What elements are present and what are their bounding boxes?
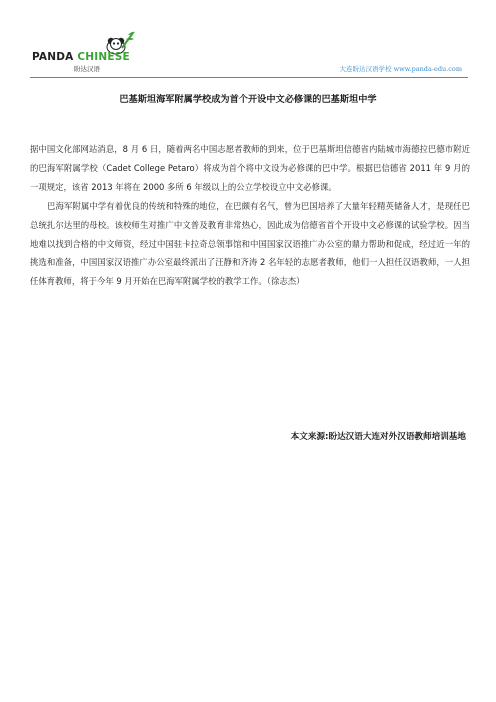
logo-word-panda: PANDA (32, 51, 78, 63)
paragraph-2: 巴海军附属中学有着优良的传统和特殊的地位，在巴颇有名气，曾为巴国培养了大量年轻精英储备人才，是现任巴总统扎尔达里的母校。该校师生对推广中文普及教育非常热心，因此成为信德省首个开设中文必修课的试验学校。因当地难以找到合格的中文师资，经过中国驻卡拉奇总领事馆和中国国家汉语推广办公室的鼎力帮助和促成，经过近一年的挑选和准备，中国国家汉语推广办公室最终派出了汪静和齐涛 2 名年轻的志愿者教师，他们一人担任汉语教师，一人担任体育教师，将于今年 9 月开始在巴海军附属学校的教学工作。（徐志杰） (30, 200, 470, 287)
article-source: 本文来源:盼达汉语大连对外汉语教师培训基地 (290, 432, 466, 442)
header-divider (30, 77, 468, 78)
document-title: 巴基斯坦海军附属学校成为首个开设中文必修课的巴基斯坦中学 (119, 94, 377, 105)
paragraph-1: 据中国文化部网站消息，8 月 6 日，随着两名中国志愿者教师的到来，位于巴基斯坦信德省内陆城市海德拉巴德市附近的巴海军附属学校（Cadet College Petaro）将成为首个将中文设为必修课的巴中学。根据巴信德省 2011 年 9 月的一项规定，该省 2013 年将在 2000 多所 6 年级以上的公立学校设立中文必修课。 (30, 144, 470, 192)
logo-chinese-name: 盼达汉语 (74, 65, 100, 73)
logo-wordmark (32, 51, 130, 63)
school-website-link[interactable]: 大连盼达汉语学校 www.panda-edu.com (339, 65, 462, 73)
document-body (30, 140, 470, 291)
panda-chinese-logo[interactable] (30, 28, 150, 76)
page-header (30, 28, 468, 76)
logo-word-chinese: CHINESE (77, 51, 130, 63)
